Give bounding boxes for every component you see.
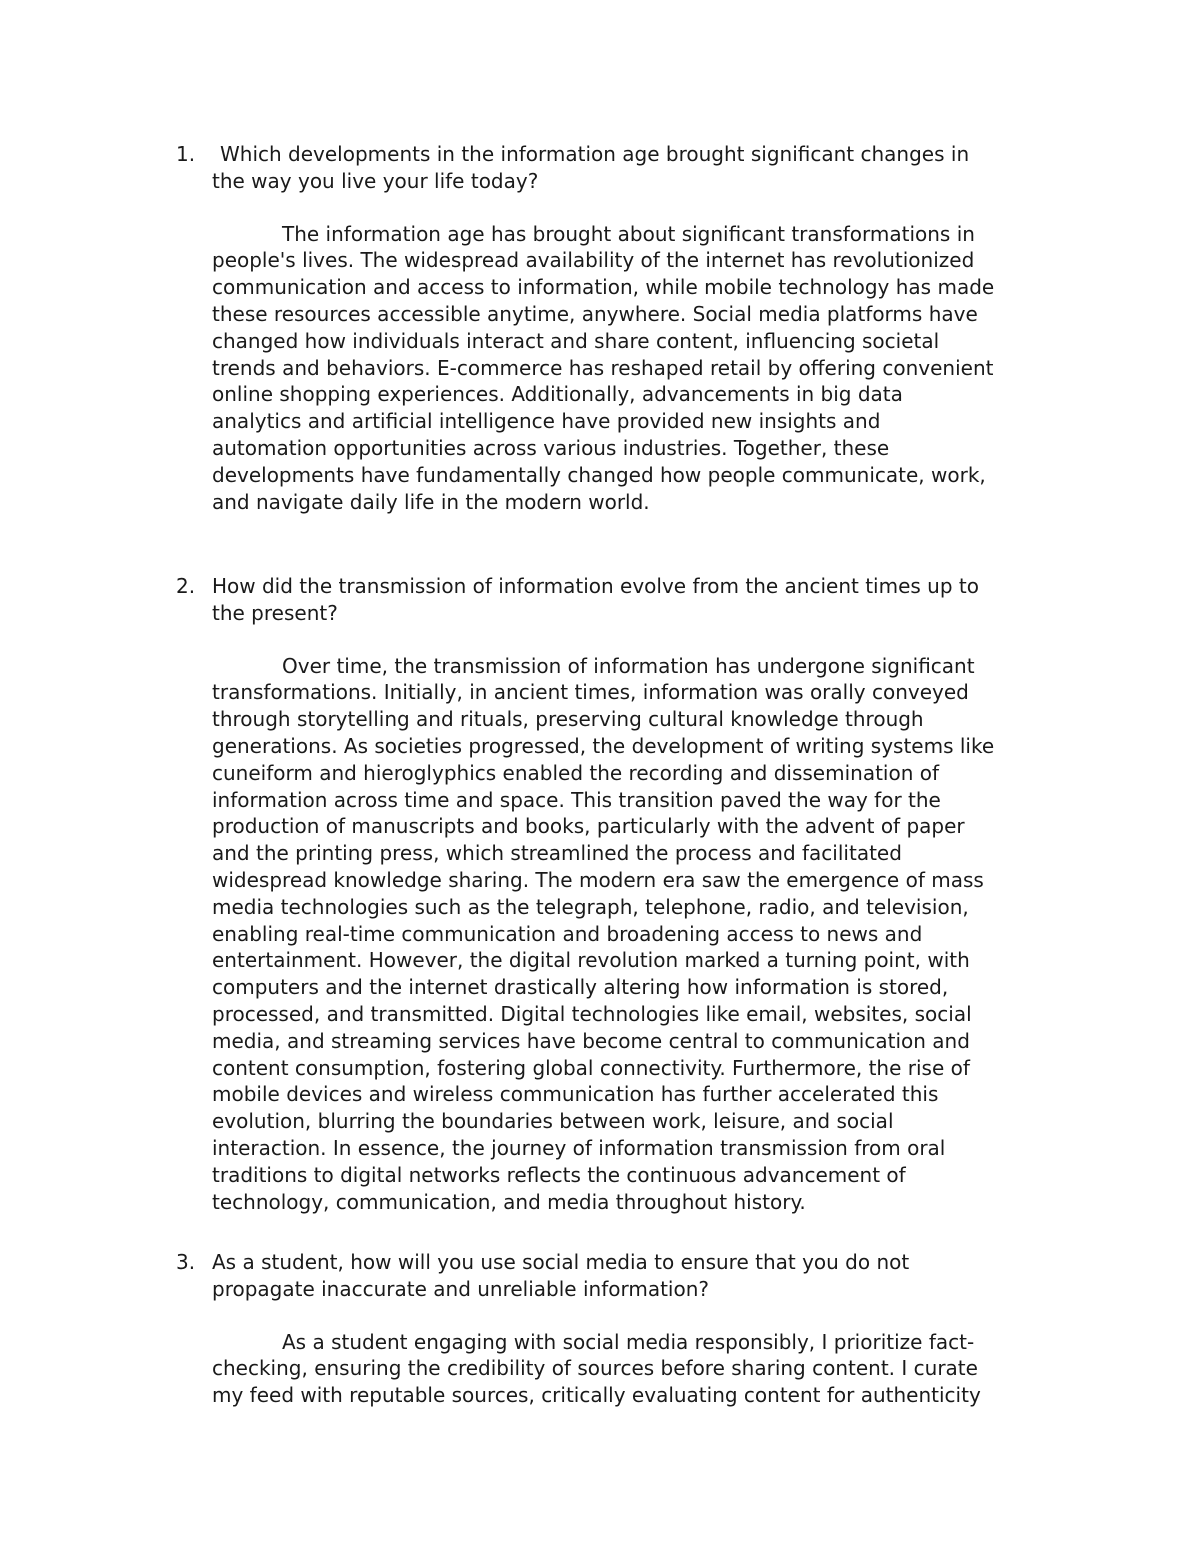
answer-3 xyxy=(172,1329,1062,1409)
question-text-line: How did the transmission of information evolve from the ancient times up to xyxy=(212,574,979,598)
answer-line: changed how individuals interact and share content, influencing societal xyxy=(212,328,940,353)
answer-line: trends and behaviors. E-commerce has reshaped retail by offering convenient xyxy=(212,355,994,380)
answer-line: people's lives. The widespread availability of the internet has revolutionized xyxy=(212,248,975,273)
answer-line: online shopping experiences. Additionally, advancements in big data xyxy=(212,382,903,407)
answer-line: generations. As societies progressed, the development of writing systems like xyxy=(212,733,995,758)
answer-line: and the printing press, which streamlined the process and facilitated xyxy=(212,841,902,866)
answer-line: and navigate daily life in the modern world. xyxy=(212,489,650,514)
answer-line: content consumption, fostering global connectivity. Furthermore, the rise of xyxy=(212,1055,970,1080)
question-3 xyxy=(172,1249,1062,1303)
answer-line: production of manuscripts and books, particularly with the advent of paper xyxy=(212,814,965,839)
answer-line: my feed with reputable sources, critically evaluating content for authenticity xyxy=(212,1383,981,1408)
answer-line: interaction. In essence, the journey of information transmission from oral xyxy=(212,1135,946,1160)
answer-line: enabling real-time communication and broadening access to news and xyxy=(212,921,923,946)
question-number: 2. xyxy=(176,574,196,598)
question-text-line: As a student, how will you use social media to ensure that you do not xyxy=(212,1250,910,1274)
answer-line: developments have fundamentally changed how people communicate, work, xyxy=(212,462,986,487)
answer-line: Over time, the transmission of information has undergone significant xyxy=(282,653,975,678)
answer-1 xyxy=(172,221,1062,516)
answer-line: through storytelling and rituals, preserving cultural knowledge through xyxy=(212,707,924,732)
answer-line: automation opportunities across various industries. Together, these xyxy=(212,435,890,460)
answer-line: widespread knowledge sharing. The modern era saw the emergence of mass xyxy=(212,867,984,892)
answer-line: The information age has brought about significant transformations in xyxy=(282,221,975,246)
answer-line: cuneiform and hieroglyphics enabled the recording and dissemination of xyxy=(212,760,940,785)
answer-line: transformations. Initially, in ancient times, information was orally conveyed xyxy=(212,680,969,705)
answer-2 xyxy=(172,653,1062,1216)
answer-line: mobile devices and wireless communication has further accelerated this xyxy=(212,1082,939,1107)
question-text-line: propagate inaccurate and unreliable information? xyxy=(212,1276,710,1301)
question-text-line: the present? xyxy=(212,600,338,625)
question-2 xyxy=(172,573,1062,627)
answer-line: analytics and artificial intelligence have provided new insights and xyxy=(212,409,881,434)
answer-line: media, and streaming services have become central to communication and xyxy=(212,1028,970,1053)
answer-line: communication and access to information, while mobile technology has made xyxy=(212,275,995,300)
answer-line: these resources accessible anytime, anywhere. Social media platforms have xyxy=(212,301,978,326)
question-item-1 xyxy=(172,141,1062,515)
question-number: 3. xyxy=(176,1250,196,1274)
answer-line: technology, communication, and media throughout history. xyxy=(212,1189,806,1214)
question-1 xyxy=(172,141,1062,195)
question-number: 1. xyxy=(176,142,196,166)
answer-line: As a student engaging with social media responsibly, I prioritize fact- xyxy=(282,1329,975,1354)
answer-line: checking, ensuring the credibility of sources before sharing content. I curate xyxy=(212,1356,978,1381)
answer-line: media technologies such as the telegraph, telephone, radio, and television, xyxy=(212,894,969,919)
question-item-3 xyxy=(172,1249,1062,1409)
question-text-line: Which developments in the information age brought significant changes in xyxy=(220,142,970,166)
answer-line: information across time and space. This transition paved the way for the xyxy=(212,787,941,812)
answer-line: entertainment. However, the digital revolution marked a turning point, with xyxy=(212,948,970,973)
answer-line: evolution, blurring the boundaries between work, leisure, and social xyxy=(212,1109,894,1134)
question-text-line: the way you live your life today? xyxy=(212,168,539,193)
question-item-2 xyxy=(172,573,1062,1215)
answer-line: computers and the internet drastically altering how information is stored, xyxy=(212,975,949,1000)
answer-line: processed, and transmitted. Digital technologies like email, websites, social xyxy=(212,1001,972,1026)
answer-line: traditions to digital networks reflects the continuous advancement of xyxy=(212,1162,906,1187)
